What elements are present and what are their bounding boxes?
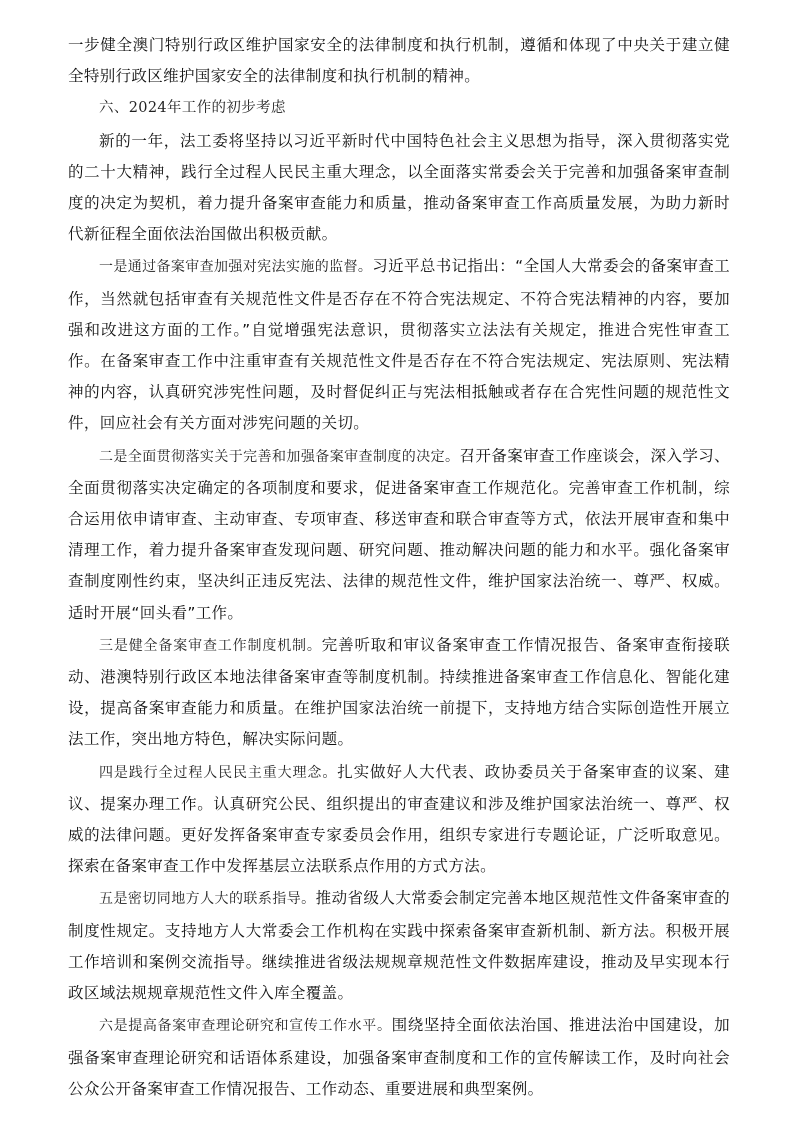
item-lead: 六是提高备案审查理论研究和宣传工作水平。 bbox=[99, 1018, 392, 1035]
paragraph-continuation bbox=[68, 30, 730, 92]
paragraph-text: 完善听取和审议备案审查工作情况报告、备案审查衔接联动、港澳特别行政区本地法律备案审查等制度机制。持续推进备案审查工作信息化、智能化建设，提高备案审查能力和质量。在维护国家法治统一前提下，支持地方结合实际创造性开展立法工作，突出地方特色，解决实际问题。 bbox=[68, 635, 730, 749]
paragraph-text: 围绕坚持全面依法治国、推进法治中国建设，加强备案审查理论研究和话语体系建设，加强备案审查制度和工作的宣传解读工作，及时向社会公众公开备案审查工作情况报告、工作动态、重要进展和典型案例。 bbox=[68, 1016, 731, 1098]
paragraph-text: 推动省级人大常委会制定完善本地区规范性文件备案审查的制度性规定。支持地方人大常委会工作机构在实践中探索备案审查新机制、新方法。积极开展工作培训和案例交流指导。继续推进省级法规规章规范性文件数据库建设，推动及早实现本行政区域法规规章规范性文件入库全覆盖。 bbox=[68, 889, 731, 1003]
paragraph-item-1 bbox=[68, 251, 730, 439]
item-lead: 二是全面贯彻落实关于完善和加强备案审查制度的决定。 bbox=[99, 448, 460, 465]
paragraph-text: 一步健全澳门特别行政区维护国家安全的法律制度和执行机制，遵循和体现了中央关于建立健全特别行政区维护国家安全的法律制度和执行机制的精神。 bbox=[68, 36, 730, 86]
paragraph-item-3 bbox=[68, 630, 730, 756]
paragraph-text: 扎实做好人大代表、政协委员关于备案审查的议案、建议、提案办理工作。认真研究公民、组织提出的审查建议和涉及维护国家法治统一、尊严、权威的法律问题。更好发挥备案审查专家委员会作用，组织专家进行专题论证，广泛听取意见。探索在备案审查工作中发挥基层立法联系点作用的方式方法。 bbox=[68, 762, 730, 876]
item-lead: 五是密切同地方人大的联系指导。 bbox=[99, 891, 316, 908]
paragraph-intro bbox=[68, 126, 730, 251]
paragraph-item-4 bbox=[68, 757, 730, 883]
item-lead: 三是健全备案审查工作制度机制。 bbox=[99, 637, 322, 654]
paragraph-item-5 bbox=[68, 883, 730, 1009]
paragraph-text: 习近平总书记指出：“全国人大常委会的备案审查工作，当然就包括审查有关规范性文件是否存在不符合宪法规定、不符合宪法精神的内容，要加强和改进这方面的工作。”自觉增强宪法意识，贯彻落实立法法有关规定，推进合宪性审查工作。在备案审查工作中注重审查有关规范性文件是否存在不符合宪法规定、宪法原则、宪法精神的内容，认真研究涉宪性问题，及时督促纠正与宪法相抵触或者存在合宪性问题的规范性文件，回应社会有关方面对涉宪问题的关切。 bbox=[68, 257, 730, 433]
paragraph-text: 新的一年，法工委将坚持以习近平新时代中国特色社会主义思想为指导，深入贯彻落实党的二十大精神，践行全过程人民民主重大理念，以全面落实常委会关于完善和加强备案审查制度的决定为契机，着力提升备案审查能力和质量，推动备案审查工作高质量发展，为助力新时代新征程全面依法治国做出积极贡献。 bbox=[68, 131, 730, 244]
item-lead: 一是通过备案审查加强对宪法实施的监督。 bbox=[99, 259, 373, 276]
document-page bbox=[68, 30, 730, 1106]
section-heading: 六、2024年工作的初步考虑 bbox=[99, 100, 286, 117]
paragraph-item-6 bbox=[68, 1010, 730, 1105]
paragraph-item-2 bbox=[68, 441, 730, 629]
paragraph-text: 召开备案审查工作座谈会，深入学习、全面贯彻落实决定确定的各项制度和要求，促进备案审查工作规范化。完善审查工作机制，综合运用依申请审查、主动审查、专项审查、移送审查和联合审查等方式，依法开展审查和集中清理工作，着力提升备案审查发现问题、研究问题、推动解决问题的能力和水平。强化备案审查制度刚性约束，坚决纠正违反宪法、法律的规范性文件，维护国家法治统一、尊严、权威。适时开展“回头看”工作。 bbox=[68, 446, 731, 622]
item-lead: 四是践行全过程人民民主重大理念。 bbox=[99, 764, 338, 781]
